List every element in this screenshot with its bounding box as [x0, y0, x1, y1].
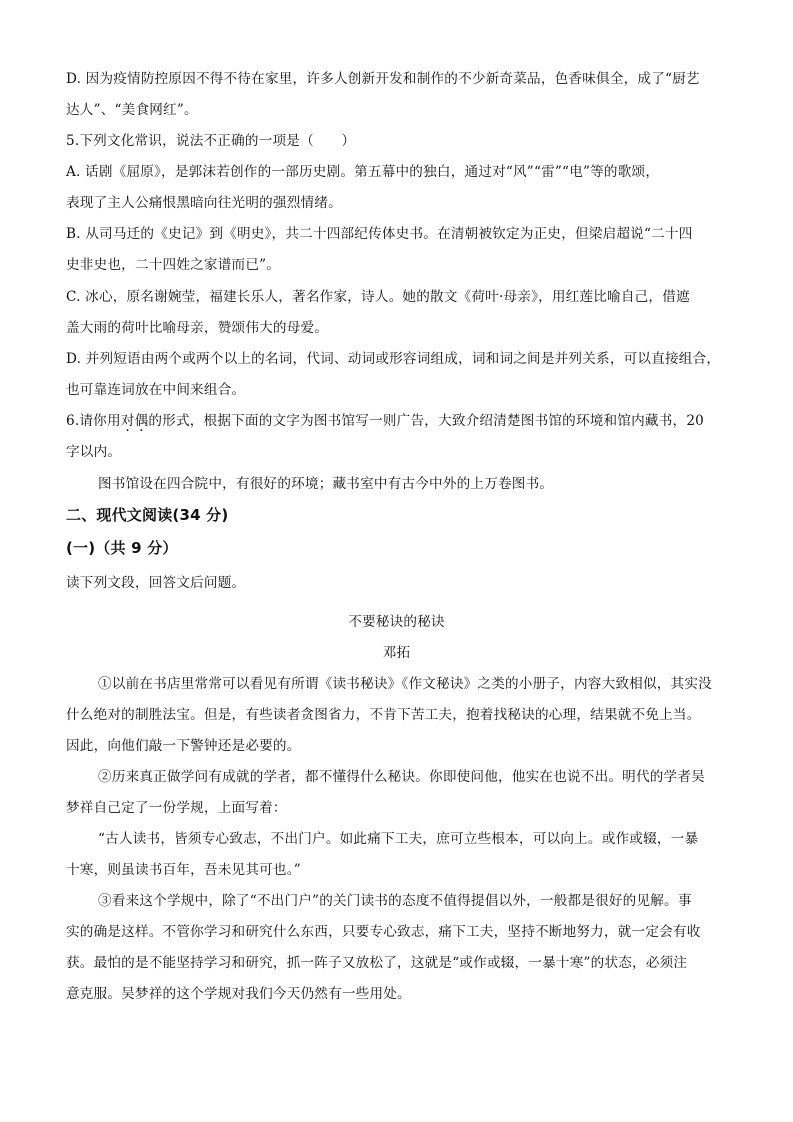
q5-option-c-line1: C. 冰心，原名谢婉莹，福建长乐人，著名作家，诗人。她的散文《荷叶·母亲》，用红莲比喻自己，借遮 — [66, 289, 690, 305]
q5-stem: 5.下列文化常识，说法不正确的一项是（ ） — [66, 133, 356, 149]
q5-option-b-line2: 史非史也，二十四姓之家谱而已”。 — [66, 257, 281, 273]
q5-option-a-line1: A. 话剧《屈原》，是郭沫若创作的一部历史剧。第五幕中的独白，通过对“风”“雷”“电”等的歌颂， — [66, 164, 660, 180]
q5-option-c-line2: 盖大雨的荷叶比喻母亲，赞颂伟大的母爱。 — [66, 320, 329, 336]
q4-option-d-line1: D. 因为疫情防控原因不得不待在家里，许多人创新开发和制作的不少新奇菜品，色香味俱全，成了“厨艺 — [66, 71, 700, 87]
q6-emphasis-char: 对 — [120, 413, 135, 429]
paragraph-3-line3: 获。最怕的是不能坚持学习和研究，抓一阵子又放松了，这就是“或作或辍，一暴十寒”的状态，必须注 — [66, 955, 688, 971]
q5-option-d-line2: 也可靠连词放在中间来组合。 — [66, 382, 246, 398]
q6-stem-line1 — [66, 409, 704, 429]
q5-option-d-line1: D. 并列短语由两个或两个以上的名词，代词、动词或形容词组成，词和词之间是并列关系，可以直接组合， — [66, 351, 721, 367]
article-title: 不要秘诀的秘诀 — [348, 614, 445, 630]
q6-emphasis-char: 偶 — [134, 413, 149, 429]
paragraph-3-line1: ③看来这个学规中，除了“不出门户”的关门读书的态度不值得提倡以外，一般都是很好的见解。事 — [98, 893, 692, 909]
paragraph-1-line3: 因此，向他们敲一下警钟还是必要的。 — [66, 738, 301, 754]
paragraph-1-line2: 什么绝对的制胜法宝。但是，有些读者贪图省力，不肯下苦工夫，抱着找秘诀的心理，结果就不免上当。 — [66, 707, 701, 723]
paragraph-1-line1: ①以前在书店里常常可以看见有所谓《读书秘诀》《作文秘诀》之类的小册子，内容大致相似，其实没 — [98, 676, 712, 692]
quote-line1: “古人读书，皆须专心致志，不出门户。如此痛下工夫，庶可立些根本，可以向上。或作或辍，一暴 — [98, 831, 699, 847]
q6-stem-suffix: 的形式，根据下面的文字为图书馆写一则广告，大致介绍清楚图书馆的环境和馆内藏书，20 — [148, 413, 705, 429]
q4-option-d-line2: 达人”、“美食网红”。 — [66, 102, 198, 118]
article-author: 邓拓 — [382, 645, 411, 661]
paragraph-2-line2: 梦祥自己定了一份学规，上面写着： — [66, 800, 287, 816]
reading-instruction: 读下列文段，回答文后问题。 — [66, 575, 246, 591]
section-heading: 二、现代文阅读(34 分) — [66, 506, 229, 524]
paragraph-2-line1: ②历来真正做学问有成就的学者，都不懂得什么秘诀。你即使问他，他实在也说不出。明代的学者吴 — [98, 769, 705, 785]
q5-option-b-line1: B. 从司马迁的《史记》到《明史》，共二十四部纪传体史书。在清朝被钦定为正史，但梁启超说“二十四 — [66, 226, 693, 242]
paragraph-3-line2: 实的确是这样。不管你学习和研究什么东西，只要专心致志，痛下工夫，坚持不断地努力，就一定会有收 — [66, 924, 701, 940]
q5-option-a-line2: 表现了主人公痛恨黑暗向往光明的强烈情绪。 — [66, 195, 342, 211]
paragraph-3-line4: 意克服。吴梦祥的这个学规对我们今天仍然有一些用处。 — [66, 986, 411, 1002]
sub-section-heading: (一)（共 9 分） — [66, 539, 178, 557]
q6-stem-prefix: 6.请你用 — [66, 413, 121, 429]
q6-stem-line2: 字以内。 — [66, 444, 122, 460]
q6-material: 图书馆设在四合院中，有很好的环境；藏书室中有古今中外的上万卷图书。 — [98, 476, 554, 492]
quote-line2: 十寒，则虽读书百年，吾未见其可也。” — [66, 862, 301, 878]
